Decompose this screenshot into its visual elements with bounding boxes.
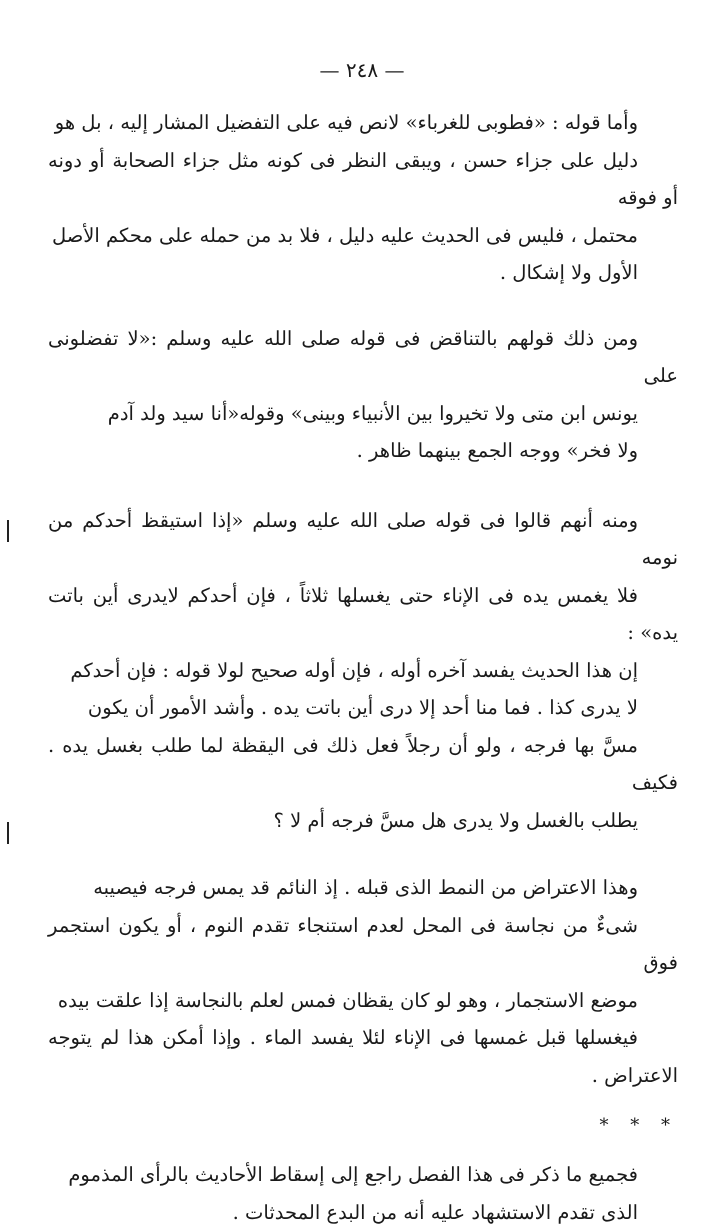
- scan-edge-mark: [7, 520, 9, 542]
- text-line: فلا يغمس يده فى الإناء حتى يغسلها ثلاثاً ، فإن أحدكم لايدرى أين باتت يده» :: [48, 577, 678, 652]
- text-line: فجميع ما ذكر فى هذا الفصل راجع إلى إسقاط الأحاديث بالرأى المذموم: [48, 1156, 678, 1194]
- text-line: دليل على جزاء حسن ، ويبقى النظر فى كونه مثل جزاء الصحابة أو دونه أو فوقه: [48, 142, 678, 217]
- text-line: مسَّ بها فرجه ، ولو أن رجلاً فعل ذلك فى اليقظة لما طلب بغسل يده . فكيف: [48, 727, 678, 802]
- closing-paragraph: [48, 1156, 678, 1231]
- text-line: ومن ذلك قولهم بالتناقض فى قوله صلى الله عليه وسلم :«لا تفضلونى على: [48, 320, 678, 395]
- text-line: فيغسلها قبل غمسها فى الإناء لئلا يفسد الماء . وإذا أمكن هذا لم يتوجه الاعتراض .: [48, 1019, 678, 1094]
- text-line: شىءٌ من نجاسة فى المحل لعدم استنجاء تقدم النوم ، أو يكون استجمر فوق: [48, 907, 678, 982]
- paragraph-2: [48, 320, 678, 470]
- text-line: موضع الاستجمار ، وهو لو كان يقظان فمس لعلم بالنجاسة إذا علقت بيده: [48, 982, 678, 1020]
- text-line: محتمل ، فليس فى الحديث عليه دليل ، فلا بد من حمله على محكم الأصل: [48, 217, 678, 255]
- text-line: يونس ابن متى ولا تخيروا بين الأنبياء وبينى» وقوله«أنا سيد ولد آدم: [48, 395, 678, 433]
- text-line: وأما قوله : «فطوبى للغرباء» لانص فيه على التفضيل المشار إليه ، بل هو: [48, 104, 678, 142]
- text-line: إن هذا الحديث يفسد آخره أوله ، فإن أوله صحيح لولا قوله : فإن أحدكم: [48, 652, 678, 690]
- page-body: [48, 104, 678, 1231]
- text-line: لا يدرى كذا . فما منا أحد إلا درى أين باتت يده . وأشد الأمور أن يكون: [48, 689, 678, 727]
- page-number: — ٢٤٨ —: [0, 58, 724, 82]
- text-line: يطلب بالغسل ولا يدرى هل مسَّ فرجه أم لا ؟: [48, 802, 678, 840]
- text-line: ولا فخر» ووجه الجمع بينهما ظاهر .: [48, 432, 678, 470]
- section-separator: * * *: [48, 1106, 678, 1146]
- scan-edge-mark: [7, 822, 9, 844]
- text-line: الذى تقدم الاستشهاد عليه أنه من البدع المحدثات .: [48, 1194, 678, 1231]
- paragraph-4: [48, 869, 678, 1094]
- paragraph-1: [48, 104, 678, 292]
- text-line: الأول ولا إشكال .: [48, 254, 678, 292]
- text-line: ومنه أنهم قالوا فى قوله صلى الله عليه وسلم «إذا استيقظ أحدكم من نومه: [48, 502, 678, 577]
- paragraph-3: [48, 502, 678, 840]
- text-line: وهذا الاعتراض من النمط الذى قبله . إذ النائم قد يمس فرجه فيصيبه: [48, 869, 678, 907]
